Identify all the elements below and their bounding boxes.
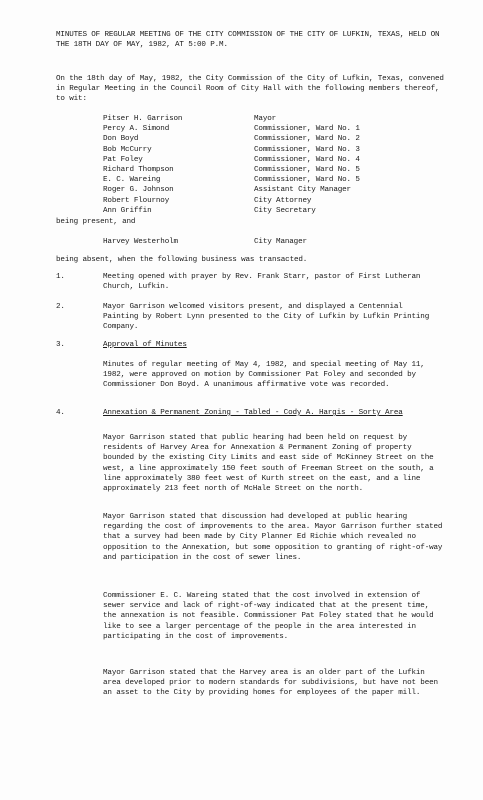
member-name: Ann Griffin bbox=[103, 206, 152, 215]
item-paragraph: Commissioner E. C. Wareing stated that the cost involved in extension of sewer service and lack of right-of-way indicated that at the present time, the annexation is not feasible. Commissioner Pat Foley stated that he would like to see a larger percentage of the people in the area interested in participating in the cost of improvements. bbox=[103, 592, 434, 641]
member-title: Commissioner, Ward No. 3 bbox=[254, 145, 360, 154]
item-number: 3. bbox=[56, 341, 65, 349]
member-title: Commissioner, Ward No. 2 bbox=[254, 135, 360, 144]
item-paragraph: Mayor Garrison stated that the Harvey area is an older part of the Lufkin area developed prior to modern standards for subdivisions, but have not been an asset to the City by providing homes for employees of the paper mill. bbox=[103, 669, 438, 698]
member-title: City Attorney bbox=[254, 196, 312, 205]
item-number: 2. bbox=[56, 303, 65, 311]
member-title: Commissioner, Ward No. 1 bbox=[254, 125, 360, 134]
member-title: Commissioner, Ward No. 4 bbox=[254, 155, 360, 164]
members-present-list bbox=[103, 114, 360, 216]
intro-paragraph: On the 18th day of May, 1982, the City Commission of the City of Lufkin, Texas, convened in Regular Meeting in the Council Room of City Hall with the following members thereof, to wit: bbox=[56, 75, 444, 104]
member-name: Robert Flournoy bbox=[103, 196, 170, 205]
member-row bbox=[103, 124, 360, 134]
member-name: Richard Thompson bbox=[103, 166, 174, 175]
item-number: 1. bbox=[56, 273, 65, 281]
member-name: Pitser H. Garrison bbox=[103, 115, 183, 123]
being-present-text: being present, and bbox=[56, 218, 136, 226]
item-text: Meeting opened with prayer by Rev. Frank Starr, pastor of First Lutheran Church, Lufkin. bbox=[103, 273, 421, 292]
member-name: Roger G. Johnson bbox=[103, 186, 174, 195]
member-name: Don Boyd bbox=[103, 135, 139, 144]
absent-member-title: City Manager bbox=[254, 238, 307, 246]
member-name: Bob McCurry bbox=[103, 145, 152, 154]
member-row bbox=[103, 165, 360, 175]
member-row bbox=[103, 134, 360, 144]
member-title: Commissioner, Ward No. 5 bbox=[254, 176, 360, 185]
member-name: E. C. Wareing bbox=[103, 176, 161, 185]
member-title: Mayor bbox=[254, 115, 277, 123]
member-row bbox=[103, 114, 360, 124]
member-row bbox=[103, 155, 360, 165]
item-number: 4. bbox=[56, 409, 65, 417]
item-heading: Annexation & Permanent Zoning - Tabled - Cody A. Hargis - Sorty Area bbox=[103, 409, 403, 417]
member-row bbox=[103, 175, 360, 185]
item-paragraph: Mayor Garrison stated that public hearing had been held on request by residents of Harvey Area for Annexation & Permanent Zoning of property bounded by the existing City Limits and east side of McKinney Street on the west, a line approximately 150 feet south of Freeman Street on the south, a line approximately 380 feet west of Kurth street on the east, and a line approximately 213 feet north of McHale Street on the north. bbox=[103, 434, 434, 494]
member-name: Percy A. Simond bbox=[103, 125, 170, 134]
item-text: Minutes of regular meeting of May 4, 1982, and special meeting of May 11, 1982, were approved on motion by Commissioner Pat Foley and seconded by Commissioner Don Boyd. A unanimous affirmative vote was recorded. bbox=[103, 361, 425, 390]
member-row bbox=[103, 196, 360, 206]
absent-member-name: Harvey Westerholm bbox=[103, 238, 178, 246]
member-row bbox=[103, 185, 360, 195]
member-title: Assistant City Manager bbox=[254, 186, 351, 195]
item-text: Mayor Garrison welcomed visitors present, and displayed a Centennial Painting by Robert Lynn presented to the City of Lufkin by Lufkin Printing Company. bbox=[103, 303, 430, 332]
being-absent-text: being absent, when the following business was transacted. bbox=[56, 256, 308, 264]
member-title: Commissioner, Ward No. 5 bbox=[254, 166, 360, 175]
member-name: Pat Foley bbox=[103, 155, 143, 164]
item-paragraph: Mayor Garrison stated that discussion had developed at public hearing regarding the cost of improvements to the area. Mayor Garrison further stated that a survey had been made by City Planner Ed Richie which revealed no opposition to the Annexation, but some opposition to granting of right-of-way and participation in the cost of sewer lines. bbox=[103, 513, 443, 562]
member-row bbox=[103, 206, 360, 216]
member-title: City Secretary bbox=[254, 206, 316, 215]
member-row bbox=[103, 145, 360, 155]
document-title: MINUTES OF REGULAR MEETING OF THE CITY COMMISSION OF THE CITY OF LUFKIN, TEXAS, HELD ON THE 18TH DAY OF MAY, 1982, AT 5:00 P.M. bbox=[56, 31, 440, 50]
item-heading: Approval of Minutes bbox=[103, 341, 187, 349]
